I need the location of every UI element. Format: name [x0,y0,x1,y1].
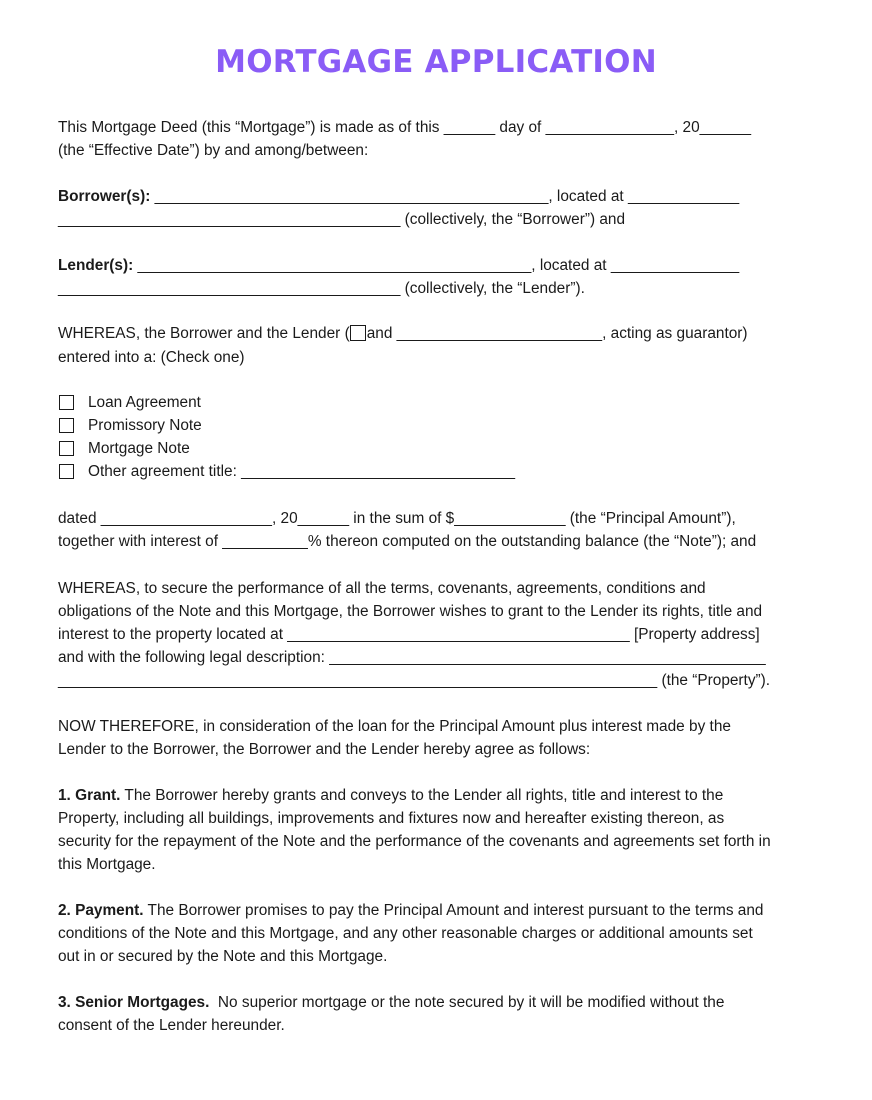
guarantor-checkbox[interactable] [350,325,366,341]
whereas-guarantor-line [58,324,748,344]
grant-text: The Borrower hereby grants and conveys to the Lender all rights, title and interest to the [120,787,724,804]
payment-line-3: out in or secured by the Note and this Mortgage. [58,948,388,965]
legal-description-line[interactable]: and with the following legal description: ___________________________________________________ [58,649,766,666]
property-line-end[interactable]: ______________________________________________________________________ (the “Property”). [58,672,771,689]
now-therefore-line-1: NOW THEREFORE, in consideration of the loan for the Principal Amount plus interest made by the [58,718,731,735]
mortgage-note-label: Mortgage Note [88,440,190,457]
promissory-note-checkbox[interactable] [59,418,74,433]
whereas-secure-line-1: WHEREAS, to secure the performance of all the terms, covenants, agreements, conditions and [58,580,706,597]
whereas-check-one: entered into a: (Check one) [58,349,245,366]
property-address-line[interactable]: interest to the property located at ________________________________________ [Property address] [58,626,760,643]
other-agreement-checkbox[interactable] [59,464,74,479]
payment-line-1 [58,901,764,921]
now-therefore-line-2: Lender to the Borrower, the Borrower and the Lender hereby agree as follows: [58,741,591,758]
promissory-note-label: Promissory Note [88,417,202,434]
borrower-name-field[interactable]: ______________________________________________, located at _____________ [150,188,740,205]
grant-line-4: this Mortgage. [58,856,156,873]
guarantor-field[interactable]: and ________________________, acting as guarantor) [366,325,748,342]
lender-line-2[interactable]: ________________________________________ (collectively, the “Lender”). [58,280,585,297]
borrower-line-2[interactable]: ________________________________________ (collectively, the “Borrower”) and [58,211,626,228]
whereas-secure-line-2: obligations of the Note and this Mortgage, the Borrower wishes to grant to the Lender its rights, title and [58,603,763,620]
grant-line-3: security for the repayment of the Note and the performance of the covenants and agreements set forth in [58,833,771,850]
other-agreement-field[interactable]: Other agreement title: ________________________________ [88,463,516,480]
intro-line-2: (the “Effective Date”) by and among/between: [58,142,369,159]
document-title: MORTGAGE APPLICATION [215,44,657,80]
senior-line-2: consent of the Lender hereunder. [58,1017,285,1034]
grant-line-1 [58,786,723,806]
senior-text: No superior mortgage or the note secured by it will be modified without the [209,994,725,1011]
lender-label: Lender(s): [58,257,134,274]
borrower-line-1 [58,187,739,207]
whereas-text-start: WHEREAS, the Borrower and the Lender ( [58,325,350,342]
lender-line-1 [58,256,739,276]
senior-line-1 [58,993,724,1013]
dated-line-1[interactable]: dated ____________________, 20______ in the sum of $_____________ (the “Principal Amount”), [58,510,736,527]
lender-name-field[interactable]: ______________________________________________, located at _______________ [133,257,740,274]
payment-line-2: conditions of the Note and this Mortgage, and any other reasonable charges or additional amounts set [58,925,753,942]
intro-line-1: This Mortgage Deed (this “Mortgage”) is made as of this ______ day of _______________, 20______ [58,119,752,136]
dated-line-2[interactable]: together with interest of __________% thereon computed on the outstanding balance (the “Note”); and [58,533,757,550]
grant-line-2: Property, including all buildings, improvements and fixtures now and hereafter existing thereon, as [58,810,725,827]
grant-heading: 1. Grant. [58,787,121,804]
mortgage-note-checkbox[interactable] [59,441,74,456]
payment-text: The Borrower promises to pay the Principal Amount and interest pursuant to the terms and [143,902,764,919]
payment-heading: 2. Payment. [58,902,144,919]
senior-heading: 3. Senior Mortgages. [58,994,210,1011]
loan-agreement-label: Loan Agreement [88,394,201,411]
loan-agreement-checkbox[interactable] [59,395,74,410]
borrower-label: Borrower(s): [58,188,151,205]
